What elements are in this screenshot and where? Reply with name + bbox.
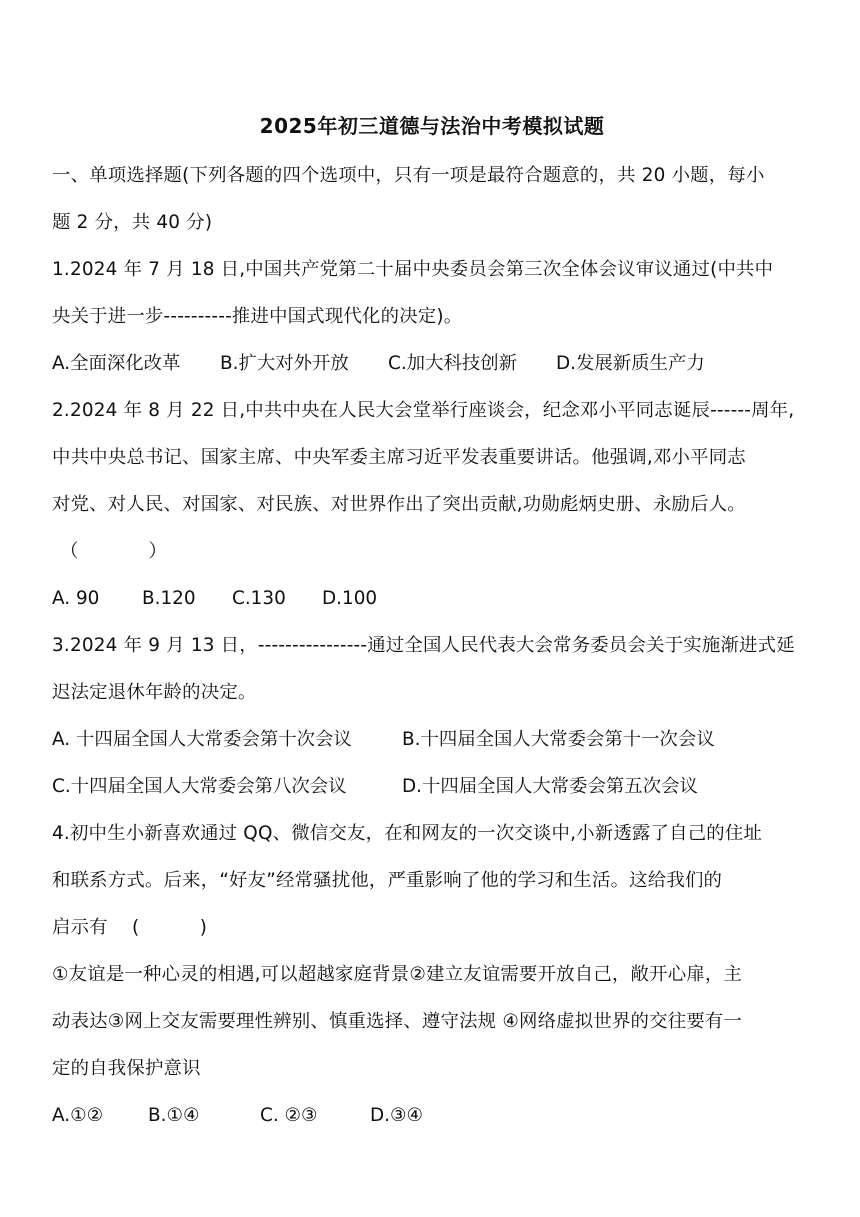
question-3-options-row-2	[52, 763, 812, 810]
question-3-line-2: 迟法定退休年龄的决定。	[52, 682, 257, 703]
question-1-option-d: D.发展新质生产力	[556, 353, 705, 374]
question-3	[52, 622, 812, 810]
question-3-option-c: C.十四届全国人大常委会第八次会议	[52, 776, 347, 797]
question-2-line-3: 对党、对人民、对国家、对民族、对世界作出了突出贡献,功勋彪炳史册、永励后人。	[52, 494, 746, 515]
question-3-option-b: B.十四届全国人大常委会第十一次会议	[402, 729, 715, 750]
section-instruction-line-1: 一、单项选择题(下列各题的四个选项中，只有一项是最符合题意的，共 20 小题，每小	[52, 165, 765, 186]
question-4	[52, 810, 812, 1139]
question-3-line-1: 3.2024 年 9 月 13 日，----------------通过全国人民代表大会常务委员会关于实施渐进式延	[52, 635, 795, 656]
question-1-options	[52, 340, 812, 387]
question-4-statement-line-1: ①友谊是一种心灵的相遇,可以超越家庭背景②建立友谊需要开放自己，敞开心扉，主	[52, 964, 743, 985]
question-1-option-a: A.全面深化改革	[52, 353, 181, 374]
question-1-line-1: 1.2024 年 7 月 18 日,中国共产党第二十届中央委员会第三次全体会议审议通过(中共中	[52, 259, 774, 280]
exam-title: 2025年初三道德与法治中考模拟试题	[259, 114, 605, 138]
question-4-line-3: 启示有 ( )	[52, 917, 208, 938]
question-2-option-c: C.130	[232, 588, 286, 609]
section-instruction-line-2: 题 2 分，共 40 分)	[52, 212, 213, 233]
question-2-option-a: A. 90	[52, 588, 100, 609]
question-2-answer-blank: （ ）	[60, 541, 167, 562]
question-4-option-b: B.①④	[148, 1105, 200, 1126]
question-2-options	[52, 575, 812, 622]
question-3-option-a: A. 十四届全国人大常委会第十次会议	[52, 729, 352, 750]
question-4-options	[52, 1092, 812, 1139]
question-2-option-d: D.100	[322, 588, 378, 609]
question-1-option-b: B.扩大对外开放	[220, 353, 349, 374]
question-1-line-2: 央关于进一步----------推进中国式现代化的决定)。	[52, 306, 463, 327]
question-4-line-1: 4.初中生小新喜欢通过 QQ、微信交友，在和网友的一次交谈中,小新透露了自己的住址	[52, 823, 763, 844]
question-1-option-c: C.加大科技创新	[388, 353, 518, 374]
question-4-line-2: 和联系方式。后来，“好友”经常骚扰他，严重影响了他的学习和生活。这给我们的	[52, 870, 723, 891]
question-4-option-d: D.③④	[370, 1105, 423, 1126]
question-1	[52, 246, 812, 387]
question-4-option-a: A.①②	[52, 1105, 104, 1126]
question-4-statement-line-2: 动表达③网上交友需要理性辨别、慎重选择、遵守法规 ④网络虚拟世界的交往要有一	[52, 1011, 743, 1032]
question-2-option-b: B.120	[142, 588, 196, 609]
question-2-line-1: 2.2024 年 8 月 22 日,中共中央在人民大会堂举行座谈会，纪念邓小平同志诞辰------周年,	[52, 400, 795, 421]
question-3-options-row-1	[52, 716, 812, 763]
question-4-option-c: C. ②③	[260, 1105, 318, 1126]
question-4-statement-line-3: 定的自我保护意识	[52, 1058, 201, 1079]
question-3-option-d: D.十四届全国人大常委会第五次会议	[402, 776, 698, 797]
question-2-line-2: 中共中央总书记、国家主席、中央军委主席习近平发表重要讲话。他强调,邓小平同志	[52, 447, 746, 468]
question-2	[52, 387, 812, 622]
